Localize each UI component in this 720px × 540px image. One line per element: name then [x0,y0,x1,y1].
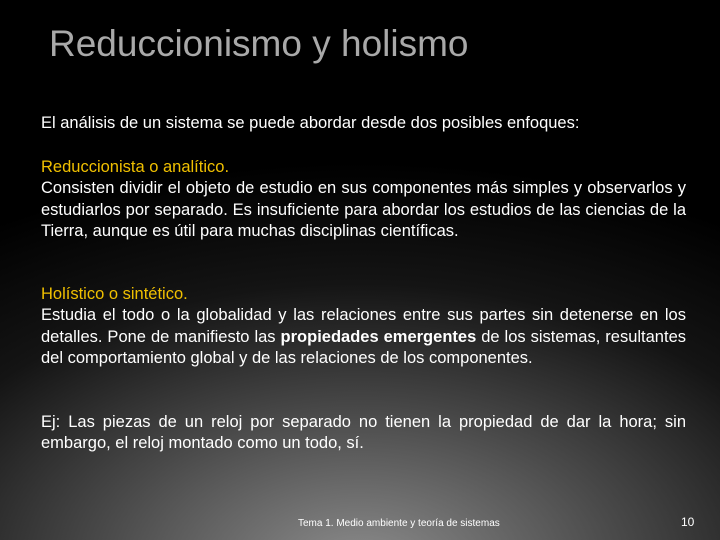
reductionist-text: Consisten dividir el objeto de estudio en sus componentes más simples y observarlos y estudiarlos por separado. Es insuficiente para abordar los estudios de las ciencias de la Tierra, aunque es útil para muchas disciplinas científicas. [41,179,686,240]
reductionist-heading: Reduccionista o analítico. [41,157,230,176]
example-section [41,412,686,455]
holistic-text-end: de los sistemas, resultantes del comportamiento global y de las relaciones de los componentes. [41,327,686,367]
slide-title: Reduccionismo y holismo [49,23,469,64]
holistic-heading: Holístico o sintético. [41,284,188,303]
emergent-properties-term: propiedades emergentes [280,327,477,346]
holistic-text-start: Estudia el todo o la globalidad y las relaciones entre sus partes sin detenerse en los detalles. Pone de manifiesto las [41,306,686,346]
slide-footer: Tema 1. Medio ambiente y teoría de sistemas [298,518,500,529]
holistic-text [41,305,686,370]
holistic-section [41,284,686,370]
slide-body [41,113,686,455]
intro-text: El análisis de un sistema se puede abordar desde dos posibles enfoques: [41,114,580,132]
reductionist-section [41,157,686,243]
example-text: Ej: Las piezas de un reloj por separado no tienen la propiedad de dar la hora; sin embargo, el reloj montado como un todo, sí. [41,412,686,452]
page-number: 10 [681,515,695,529]
